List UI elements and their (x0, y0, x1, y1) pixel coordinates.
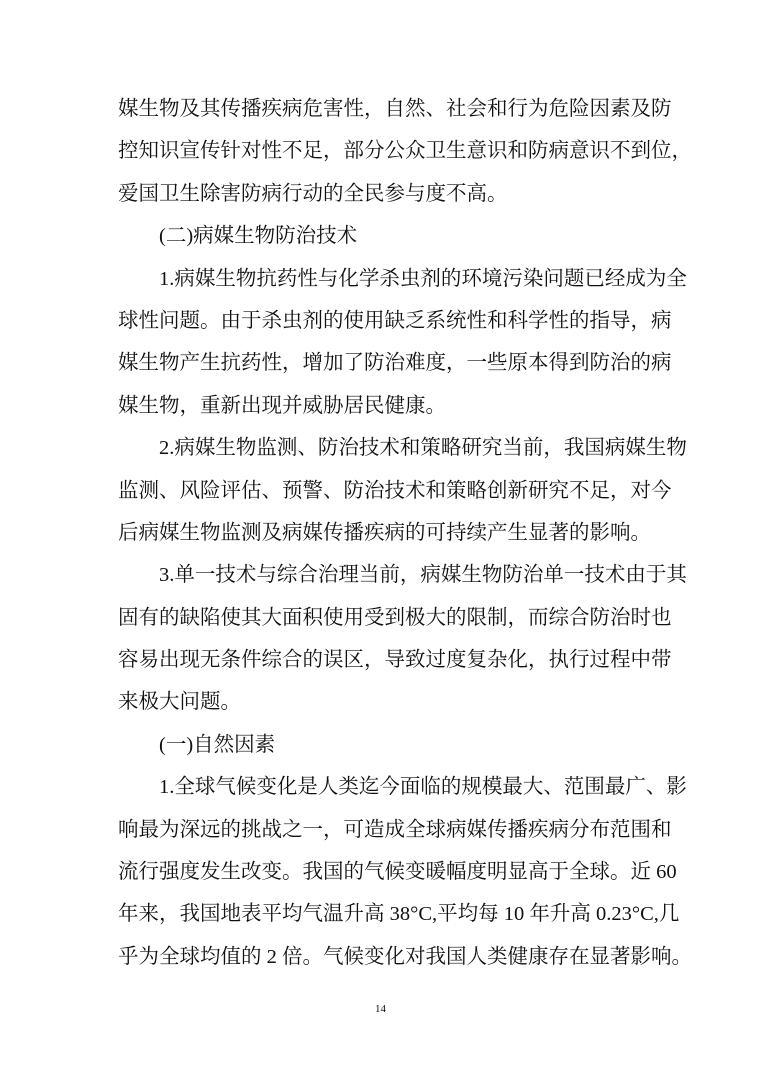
text-line: 来极大问题。 (118, 691, 241, 714)
text-line: 控知识宣传针对性不足，部分公众卫生意识和防病意识不到位， (118, 140, 692, 163)
text-line: 2.病媒生物监测、防治技术和策略研究当前，我国病媒生物 (159, 437, 687, 460)
text-line: 媒生物及其传播疾病危害性，自然、社会和行为危险因素及防 (118, 98, 672, 120)
text-line: (一)自然因素 (159, 733, 276, 756)
text-line: 容易出现无条件综合的误区，导致过度复杂化，执行过程中带 (118, 649, 672, 672)
text-line: 爱国卫生除害防病行动的全民参与度不高。 (118, 182, 508, 205)
page-number: 14 (375, 1003, 386, 1015)
text-line: 监测、风险评估、预警、防治技术和策略创新研究不足，对今 (118, 479, 672, 502)
text-line: (二)病媒生物防治技术 (159, 225, 358, 248)
text-line: 响最为深远的挑战之一，可造成全球病媒传播疾病分布范围和 (118, 818, 672, 841)
text-line: 球性问题。由于杀虫剂的使用缺乏系统性和科学性的指导，病 (118, 309, 672, 332)
text-line: 固有的缺陷使其大面积使用受到极大的限制，而综合防治时也 (118, 606, 672, 629)
text-line: 年来，我国地表平均气温升高 38°C,平均每 10 年升高 0.23°C,几 (118, 903, 680, 926)
text-line: 乎为全球均值的 2 倍。气候变化对我国人类健康存在显著影响。 (118, 945, 692, 968)
document-body (118, 88, 692, 978)
text-line: 后病媒生物监测及病媒传播疾病的可持续产生显著的影响。 (118, 521, 651, 544)
text-line: 1.病媒生物抗药性与化学杀虫剂的环境污染问题已经成为全 (159, 267, 687, 290)
text-line: 媒生物产生抗药性，增加了防治难度，一些原本得到防治的病 (118, 352, 672, 375)
text-line: 流行强度发生改变。我国的气候变暖幅度明显高于全球。近 60 (118, 861, 677, 884)
text-line: 3.单一技术与综合治理当前，病媒生物防治单一技术由于其 (159, 564, 687, 587)
text-line: 媒生物，重新出现并威胁居民健康。 (118, 394, 446, 417)
text-line: 1.全球气候变化是人类迄今面临的规模最大、范围最广、影 (159, 776, 687, 799)
